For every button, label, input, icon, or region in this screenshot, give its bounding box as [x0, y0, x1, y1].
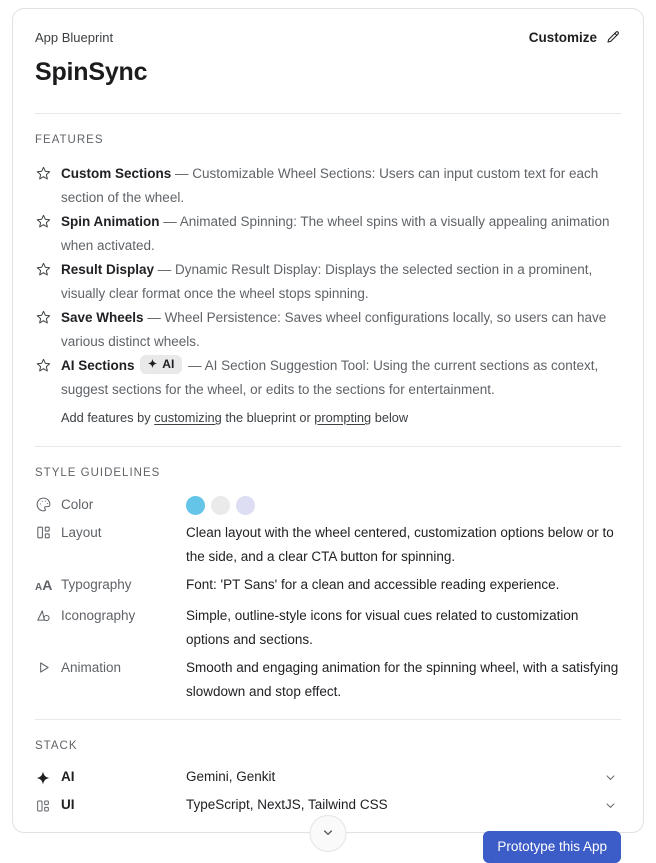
- feature-desc: — Dynamic Result Display: Displays the selected section in a prominent, visually clear format once the wheel stops spinning.: [61, 262, 593, 301]
- style-row-color: [35, 493, 621, 517]
- feature-name: Save Wheels: [61, 310, 144, 325]
- star-icon: [35, 258, 61, 306]
- style-label-typography: Typography: [61, 577, 132, 592]
- feature-item-spin-animation: [35, 210, 621, 258]
- feature-desc: — Customizable Wheel Sections: Users can input custom text for each section of the wheel.: [61, 166, 599, 205]
- feature-desc: — Wheel Persistence: Saves wheel configurations locally, so users can have various distinct wheels.: [61, 310, 607, 349]
- note-text: Add features by: [61, 410, 155, 425]
- features-list: [35, 162, 621, 402]
- chevron-down-icon: [321, 825, 336, 840]
- feature-text: [61, 306, 621, 354]
- feature-name: Spin Animation: [61, 214, 160, 229]
- style-row-layout: [35, 521, 621, 569]
- style-label-animation: Animation: [61, 660, 122, 675]
- stack-value-ui: TypeScript, NextJS, Tailwind CSS: [186, 797, 388, 812]
- color-swatches: [186, 493, 621, 517]
- feature-text: [61, 210, 621, 258]
- feature-name: AI Sections: [61, 358, 135, 373]
- feature-name: Custom Sections: [61, 166, 172, 181]
- feature-desc: — Animated Spinning: The wheel spins with a visually appealing animation when activated.: [61, 214, 610, 253]
- color-swatch-background: [211, 496, 230, 515]
- stack-label-ui: UI: [61, 797, 75, 812]
- add-features-note: [61, 409, 621, 427]
- divider: [35, 719, 621, 720]
- sparkle-icon: [35, 768, 61, 786]
- style-row-animation: [35, 656, 621, 704]
- style-label-color: Color: [61, 497, 94, 512]
- ai-badge: [140, 355, 182, 374]
- note-text: the blueprint or: [221, 410, 315, 425]
- style-value-layout: Clean layout with the wheel centered, customization options below or to the side, and a clear CTA button for spinning.: [186, 525, 614, 564]
- play-icon: [35, 656, 61, 704]
- app-blueprint-card: [12, 8, 644, 854]
- stack-heading: STACK: [35, 740, 78, 752]
- customize-button[interactable]: [529, 29, 621, 45]
- style-label-layout: Layout: [61, 525, 102, 540]
- feature-text: [61, 354, 621, 402]
- note-text: below: [371, 410, 409, 425]
- layout-icon: [35, 521, 61, 569]
- style-value-animation: Smooth and engaging animation for the spinning wheel, with a satisfying slowdown and stop effect.: [186, 660, 619, 699]
- feature-name: Result Display: [61, 262, 155, 277]
- pencil-icon: [605, 29, 621, 45]
- customizing-link[interactable]: customizing: [154, 410, 222, 425]
- prototype-this-app-button[interactable]: Prototype this App: [483, 831, 621, 863]
- chevron-down-icon[interactable]: [599, 798, 621, 813]
- ai-badge-label: AI: [162, 356, 175, 371]
- star-icon: [35, 354, 61, 402]
- feature-desc: — AI Section Suggestion Tool: Using the current sections as context, suggest sections for the wheel, or edits to the sections for entertainment.: [61, 358, 599, 397]
- feature-text: [61, 162, 621, 210]
- style-label-iconography: Iconography: [61, 608, 136, 623]
- feature-text: [61, 258, 621, 306]
- style-guidelines-heading: STYLE GUIDELINES: [35, 467, 161, 479]
- color-swatch-accent: [236, 496, 255, 515]
- iconography-icon: [35, 604, 61, 652]
- feature-item-save-wheels: [35, 306, 621, 354]
- customize-label: Customize: [528, 29, 597, 45]
- stack-rows: [35, 765, 621, 817]
- stack-value-ai: Gemini, Genkit: [186, 769, 276, 784]
- feature-item-ai-sections: [35, 354, 621, 402]
- layout-icon: [35, 796, 61, 814]
- style-value-iconography: Simple, outline-style icons for visual cues related to customization options and sections.: [186, 608, 579, 647]
- chevron-down-icon[interactable]: [599, 770, 621, 785]
- features-heading: FEATURES: [35, 134, 104, 146]
- style-value-typography: Font: 'PT Sans' for a clean and accessible reading experience.: [186, 577, 560, 592]
- expand-button[interactable]: [310, 815, 347, 852]
- style-row-iconography: [35, 604, 621, 652]
- style-row-typography: [35, 573, 621, 600]
- color-swatch-primary: [186, 496, 205, 515]
- star-icon: [35, 210, 61, 258]
- star-icon: [35, 306, 61, 354]
- stack-label-ai: AI: [61, 769, 75, 784]
- palette-icon: [35, 493, 61, 517]
- typography-icon: AA: [35, 577, 53, 593]
- card-header: [35, 29, 621, 47]
- divider: [35, 446, 621, 447]
- star-icon: [35, 162, 61, 210]
- page-title: SpinSync: [35, 58, 148, 86]
- prompting-link[interactable]: prompting: [314, 410, 372, 425]
- feature-item-custom-sections: [35, 162, 621, 210]
- eyebrow-label: App Blueprint: [35, 30, 114, 45]
- sparkle-icon: [147, 358, 158, 369]
- divider: [35, 113, 621, 114]
- stack-row-ai[interactable]: [35, 765, 621, 789]
- stack-row-ui[interactable]: [35, 793, 621, 817]
- style-guidelines-rows: [35, 493, 621, 704]
- feature-item-result-display: [35, 258, 621, 306]
